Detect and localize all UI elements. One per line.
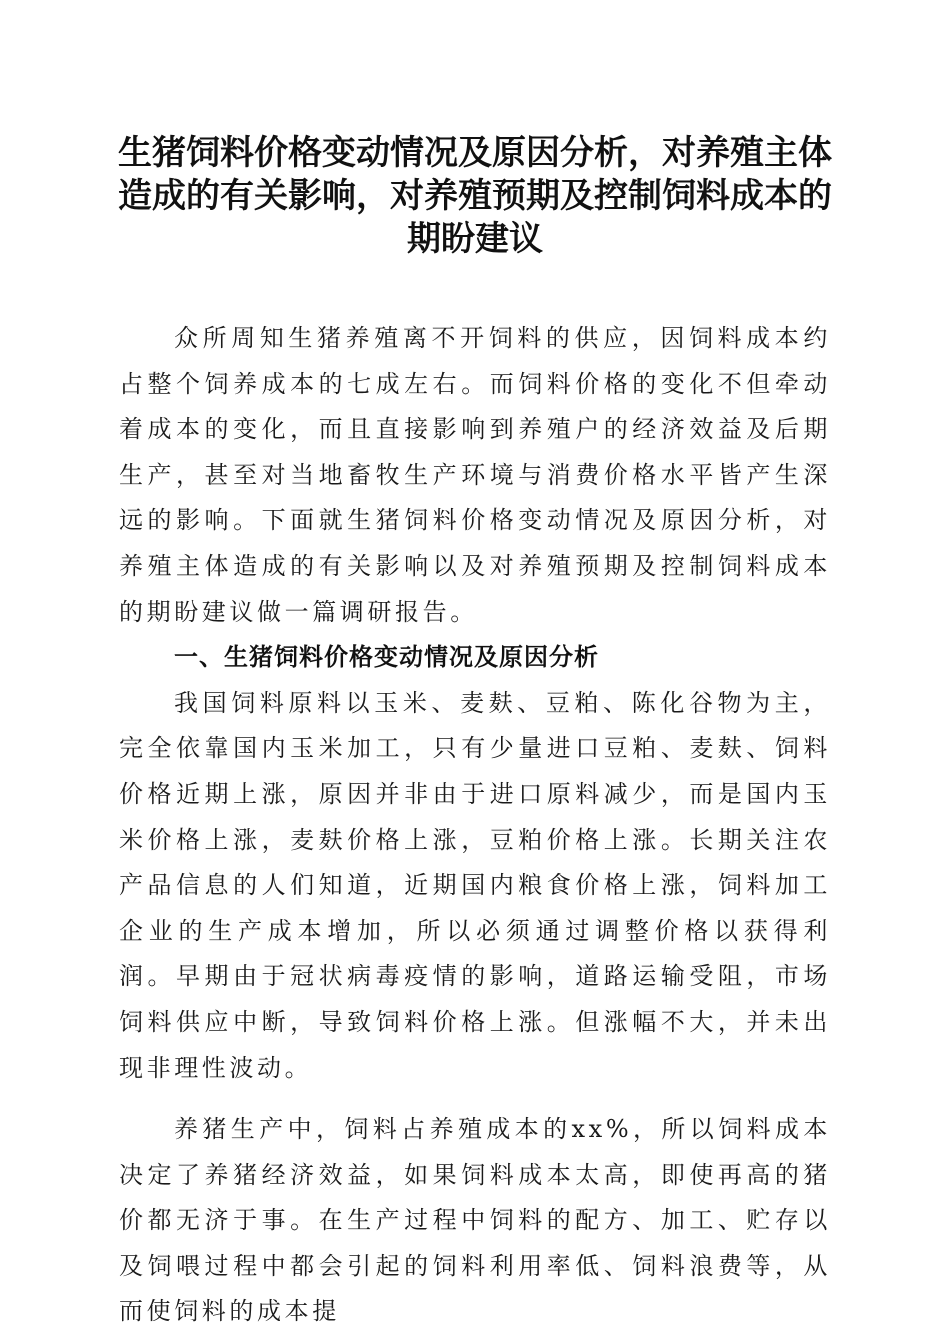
document-title: 生猪饲料价格变动情况及原因分析，对养殖主体造成的有关影响，对养殖预期及控制饲料成本的期盼建议 <box>118 133 832 259</box>
section1-paragraph-2: 养猪生产中，饲料占养殖成本的xx%，所以饲料成本决定了养猪经济效益，如果饲料成本太高，即使再高的猪价都无济于事。在生产过程中饲料的配方、加工、贮存以及饲喂过程中都会引起的饲料利用率低、饲料浪费等，从而使饲料的成本提 <box>119 1115 831 1326</box>
intro-paragraph: 众所周知生猪养殖离不开饲料的供应，因饲料成本约占整个饲养成本的七成左右。而饲料价格的变化不但牵动着成本的变化，而且直接影响到养殖户的经济效益及后期生产，甚至对当地畜牧生产环境与消费价格水平皆产生深远的影响。下面就生猪饲料价格变动情况及原因分析，对养殖主体造成的有关影响以及对养殖预期及控制饲料成本的期盼建议做一篇调研报告。 <box>119 324 831 626</box>
section-heading: 一、生猪饲料价格变动情况及原因分析 <box>174 643 599 672</box>
section1-paragraph-1: 我国饲料原料以玉米、麦麸、豆粕、陈化谷物为主，完全依靠国内玉米加工，只有少量进口豆粕、麦麸、饲料价格近期上涨，原因并非由于进口原料减少，而是国内玉米价格上涨，麦麸价格上涨，豆粕价格上涨。长期关注农产品信息的人们知道，近期国内粮食价格上涨，饲料加工企业的生产成本增加，所以必须通过调整价格以获得利润。早期由于冠状病毒疫情的影响，道路运输受阻，市场饲料供应中断，导致饲料价格上涨。但涨幅不大，并未出现非理性波动。 <box>119 688 831 1082</box>
document-body <box>119 316 831 1335</box>
